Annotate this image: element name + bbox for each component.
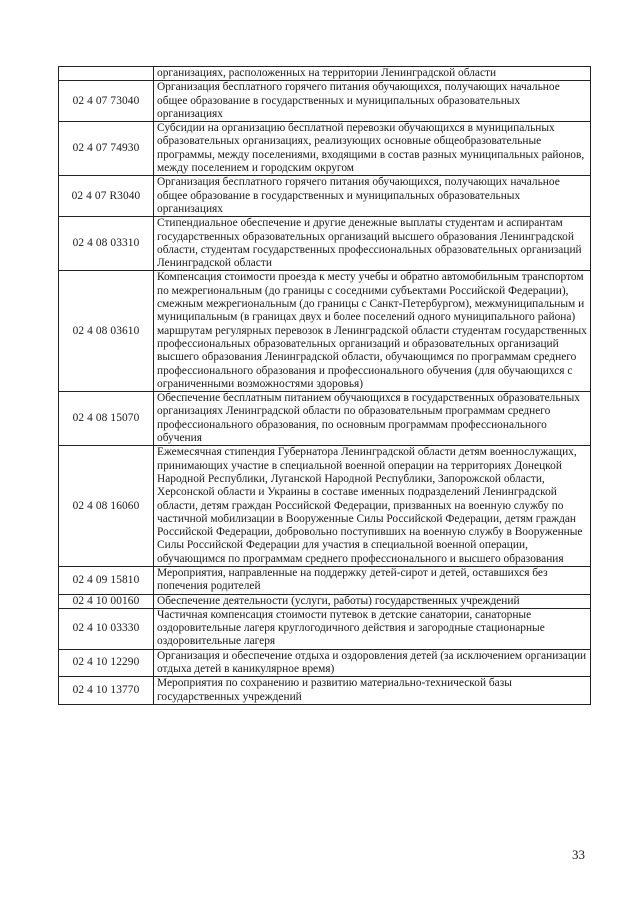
row-code: 02 4 07 73040 bbox=[59, 81, 154, 122]
row-description: Частичная компенсация стоимости путевок в детские санатории, санаторные оздоровительные лагеря круглогодичного действия и загородные стационарные оздоровительные лагеря bbox=[154, 608, 591, 649]
row-code: 02 4 10 13770 bbox=[59, 677, 154, 705]
row-code: 02 4 10 12290 bbox=[59, 649, 154, 677]
table-row bbox=[59, 566, 591, 594]
table-row bbox=[59, 608, 591, 649]
row-description: Обеспечение деятельности (услуги, работы) государственных учреждений bbox=[154, 594, 591, 608]
table-row bbox=[59, 122, 591, 176]
table-row bbox=[59, 67, 591, 81]
row-code: 02 4 08 03610 bbox=[59, 271, 154, 392]
row-code: 02 4 08 16060 bbox=[59, 446, 154, 567]
row-description: Мероприятия, направленные на поддержку детей-сирот и детей, оставшихся без попечения родителей bbox=[154, 566, 591, 594]
row-code: 02 4 10 03330 bbox=[59, 608, 154, 649]
table-row bbox=[59, 81, 591, 122]
row-description: Субсидии на организацию бесплатной перевозки обучающихся в муниципальных образовательных организациях, реализующих основные общеобразовательные программы, между поселениями, входящими в состав разных муниципальных районов, между поселением и городским округом bbox=[154, 122, 591, 176]
row-code: 02 4 08 15070 bbox=[59, 392, 154, 446]
row-code: 02 4 09 15810 bbox=[59, 566, 154, 594]
budget-classification-table bbox=[58, 66, 591, 705]
table-row bbox=[59, 392, 591, 446]
row-description: Стипендиальное обеспечение и другие денежные выплаты студентам и аспирантам государственных образовательных организаций высшего образования Ленинградской области, студентам государственных профессиональных образовательных организаций Ленинградской области bbox=[154, 217, 591, 271]
row-description: организациях, расположенных на территории Ленинградской области bbox=[154, 67, 591, 81]
row-description: Организация бесплатного горячего питания обучающихся, получающих начальное общее образование в государственных и муниципальных образовательных организациях bbox=[154, 81, 591, 122]
table-row bbox=[59, 446, 591, 567]
row-code: 02 4 08 03310 bbox=[59, 217, 154, 271]
row-description: Компенсация стоимости проезда к месту учебы и обратно автомобильным транспортом по межрегиональным (до границы с соседними субъектами Российской Федерации), смежным межрегиональным (до границы с Санкт-Петербургом), межмуниципальным и муниципальным (в границах двух и более поселений одного муниципального района) маршрутам регулярных перевозок в Ленинградской области студентам государственных профессиональных образовательных организаций и образовательных организаций высшего образования Ленинградской области, обучающимся по программам среднего профессионального образования и профессионального обучения (для обучающихся с ограниченными возможностями здоровья) bbox=[154, 271, 591, 392]
row-description: Мероприятия по сохранению и развитию материально-технической базы государственных учреждений bbox=[154, 677, 591, 705]
row-code: 02 4 10 00160 bbox=[59, 594, 154, 608]
row-description: Ежемесячная стипендия Губернатора Ленинградской области детям военнослужащих, принимающих участие в специальной военной операции на территориях Донецкой Народной Республики, Луганской Народной Республики, Запорожской области, Херсонской области и Украины в составе именных подразделений Ленинградской области, детям граждан Российской Федерации, призванных на военную службу по частичной мобилизации в Вооруженные Силы Российской Федерации, детям граждан Российской Федерации, добровольно поступивших на военную службу в Вооруженные Силы Российской Федерации для участия в специальной военной операции, обучающимся по программам среднего профессионального и высшего образования bbox=[154, 446, 591, 567]
row-description: Организация и обеспечение отдыха и оздоровления детей (за исключением организации отдыха детей в каникулярное время) bbox=[154, 649, 591, 677]
table-row bbox=[59, 176, 591, 217]
page-number: 33 bbox=[572, 847, 585, 862]
row-description: Организация бесплатного горячего питания обучающихся, получающих начальное общее образование в государственных и муниципальных образовательных организациях bbox=[154, 176, 591, 217]
table-row bbox=[59, 649, 591, 677]
table-row bbox=[59, 217, 591, 271]
row-description: Обеспечение бесплатным питанием обучающихся в государственных образовательных организациях Ленинградской области по образовательным программам среднего профессионального образования, по основным программам профессионального обучения bbox=[154, 392, 591, 446]
table-row bbox=[59, 594, 591, 608]
row-code: 02 4 07 74930 bbox=[59, 122, 154, 176]
row-code bbox=[59, 67, 154, 81]
table-row bbox=[59, 677, 591, 705]
row-code: 02 4 07 R3040 bbox=[59, 176, 154, 217]
table-row bbox=[59, 271, 591, 392]
